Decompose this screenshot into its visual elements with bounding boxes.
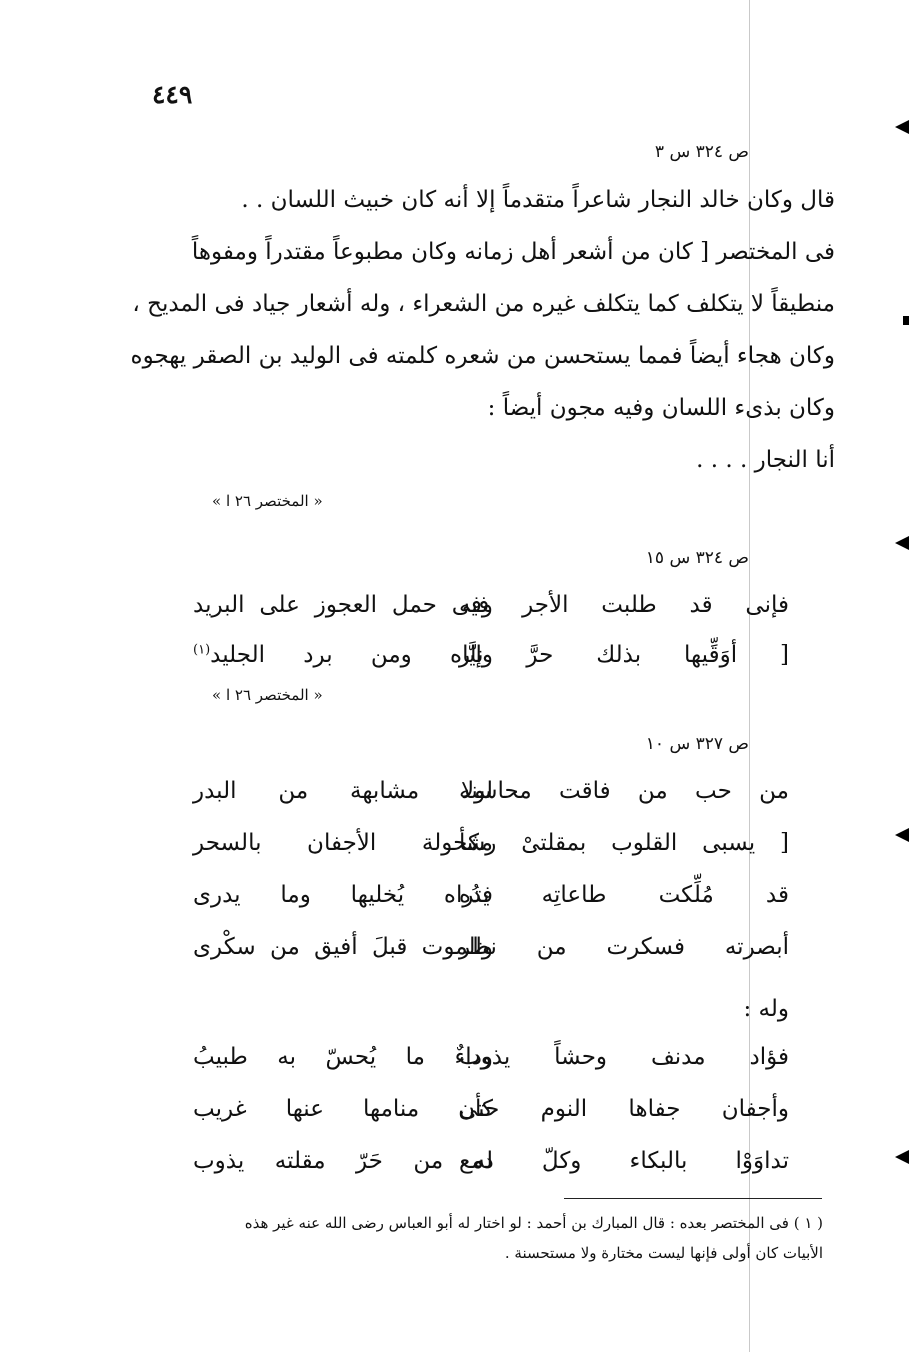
footnote-line: ( ١ ) فى المختصر بعده : قال المبارك بن أحمد : لو اختار له أبو العباس رضى الله عنه غير هذه [244, 1214, 823, 1232]
page-line-reference: ص ٣٢٤ س ١٥ [645, 548, 749, 568]
verse-second-hemistich: وفى حمل العجوز على البريد [193, 592, 493, 618]
verse-second-hemistich: له من حَرّ مقلته يذوب [193, 1148, 493, 1174]
verse-second-hemistich [193, 642, 493, 668]
prose-line: قال وكان خالد النجار شاعراً متقدماً إلا أنه كان خبيث اللسان . . [241, 187, 835, 213]
verse-first-hemistich: فإنى قد طلبت الأجر فيه [459, 592, 789, 618]
footnote-separator [564, 1198, 822, 1199]
page-edge-mark [895, 120, 909, 134]
page-number: ٤٤٩ [152, 80, 193, 109]
verse-second-hemistich: كأن منامها عنها غريب [193, 1096, 493, 1122]
verse-second-hemistich: فتراه يُخليها وما يدرى [193, 882, 493, 908]
source-citation: « المختصر ٢٦ ا » [212, 492, 323, 510]
verse-first-hemistich: وأجفان جفاها النوم حتى [459, 1096, 789, 1122]
verse-second-hemistich: مكحولة الأجفان بالسحر [193, 830, 493, 856]
verse-first-hemistich: قد مُلِّكت طاعاتِه يدُه [459, 882, 789, 908]
page-edge-mark [895, 828, 909, 842]
verse-first-hemistich: [ أوَقِّيها بذلك حرَّ نار [459, 642, 789, 668]
prose-line: وكان هجاء أيضاً فمما يستحسن من شعره كلمته فى الوليد بن الصقر يهجوه [130, 343, 835, 369]
verse-first-hemistich: من حب من فاقت محاسنه [459, 778, 789, 804]
verse-text: وإيَّاه ومن برد الجليد [210, 642, 493, 668]
poem-intro: وله : [743, 996, 789, 1022]
prose-line: أنا النجار . . . . [696, 447, 835, 473]
page-edge-mark [903, 316, 909, 325]
verse-second-hemistich: لولا مشابهة من البدر [193, 778, 493, 804]
page-edge-mark [895, 1150, 909, 1164]
verse-second-hemistich: وداءٌ ما يُحسّ به طبيبُ [193, 1044, 493, 1070]
footnote-line: الأبيات كان أولى فإنها ليست مختارة ولا مستحسنة . [504, 1244, 823, 1262]
verse-first-hemistich: أبصرته فسكرت من نظر [459, 934, 789, 960]
prose-line: وكان بذىء اللسان وفيه مجون أيضاً : [487, 395, 835, 421]
verse-first-hemistich: فؤاد مدنف وحشاً يذوب [459, 1044, 789, 1070]
page-line-reference: ص ٣٢٧ س ١٠ [645, 734, 749, 754]
verse-first-hemistich: تداوَوْا بالبكاء وكلّ دمع [459, 1148, 789, 1174]
prose-line: فى المختصر [ كان من أشعر أهل زمانه وكان مطبوعاً مقتدراً ومفوهاً [191, 239, 835, 265]
prose-line: منطيقاً لا يتكلف كما يتكلف غيره من الشعراء ، وله أشعار جياد فى المديح ، [132, 291, 835, 317]
footnote-marker: (١) [193, 642, 211, 658]
page-line-reference: ص ٣٢٤ س ٣ [654, 142, 749, 162]
verse-second-hemistich: والموت قبلَ أفيق من سكْرى [193, 934, 493, 960]
verse-first-hemistich: [ يسبى القلوب بمقلتىْ رشأ [459, 830, 789, 856]
source-citation: « المختصر ٢٦ ا » [212, 686, 323, 704]
page-edge-mark [895, 536, 909, 550]
